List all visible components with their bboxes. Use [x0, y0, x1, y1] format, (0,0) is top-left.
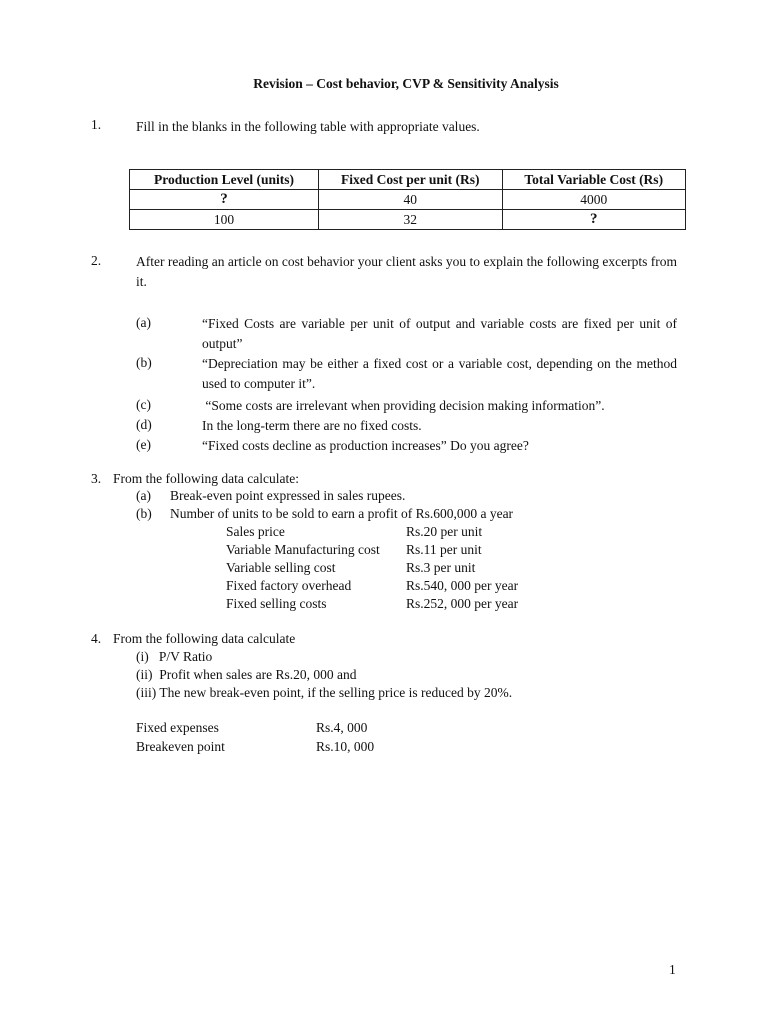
q3-data-label: Variable Manufacturing cost	[226, 542, 380, 557]
q2-item-label: (d)	[136, 417, 152, 432]
q2-item-text: “Fixed Costs are variable per unit of output and variable costs are fixed per unit of output”	[202, 316, 677, 351]
table-cell: 4000	[502, 190, 686, 210]
page-number: 1	[669, 962, 676, 977]
q2-item-text: “Some costs are irrelevant when providing decision making information”.	[202, 398, 605, 413]
table-header: Total Variable Cost (Rs)	[502, 170, 686, 190]
q1-text: Fill in the blanks in the following table with appropriate values.	[136, 119, 480, 134]
q2-item-text: “Fixed costs decline as production increases” Do you agree?	[202, 438, 529, 453]
q2-item-label: (c)	[136, 397, 151, 412]
table-cell: ?	[130, 190, 319, 210]
q3-data-label: Fixed selling costs	[226, 596, 327, 611]
q2-item-text: In the long-term there are no fixed costs.	[202, 418, 422, 433]
q3-data-label: Fixed factory overhead	[226, 578, 352, 593]
table-row	[130, 190, 686, 210]
table-row	[130, 210, 686, 230]
q3-data-value: Rs.252, 000 per year	[406, 596, 519, 611]
table-cell: 100	[130, 210, 319, 230]
q3-data-value: Rs.11 per unit	[406, 542, 482, 557]
table-cell: ?	[502, 210, 686, 230]
q3-text: From the following data calculate:	[113, 471, 299, 486]
table-header-row	[130, 170, 686, 190]
q4-item: (ii) Profit when sales are Rs.20, 000 and	[136, 667, 357, 682]
q4-item: (iii) The new break-even point, if the selling price is reduced by 20%.	[136, 685, 513, 700]
q2-item-label: (e)	[136, 437, 151, 452]
q3-data-label: Variable selling cost	[226, 560, 336, 575]
q3-data-label: Sales price	[226, 524, 285, 539]
q3-data-value: Rs.20 per unit	[406, 524, 483, 539]
q3-item-label: (a)	[136, 488, 151, 503]
table-header: Fixed Cost per unit (Rs)	[319, 170, 502, 190]
table-cell: 40	[319, 190, 502, 210]
q3-item-text: Number of units to be sold to earn a profit of Rs.600,000 a year	[170, 506, 514, 521]
q4-item: (i) P/V Ratio	[136, 649, 213, 664]
q2-item-label: (a)	[136, 315, 151, 330]
q4-text: From the following data calculate	[113, 631, 296, 646]
q2-text: After reading an article on cost behavior your client asks you to explain the following excerpts from it.	[136, 254, 677, 289]
q2-number: 2.	[91, 253, 102, 268]
q3-data-value: Rs.540, 000 per year	[406, 578, 519, 593]
table-cell: 32	[319, 210, 502, 230]
q4-data-label: Fixed expenses	[136, 720, 219, 735]
q3-data-value: Rs.3 per unit	[406, 560, 476, 575]
q3-item-label: (b)	[136, 506, 152, 521]
q3-item-text: Break-even point expressed in sales rupees.	[170, 488, 406, 503]
table-header: Production Level (units)	[130, 170, 319, 190]
q1-number: 1.	[91, 117, 102, 132]
q2-item-label: (b)	[136, 355, 152, 370]
q2-item-text: “Depreciation may be either a fixed cost or a variable cost, depending on the method used to computer it”.	[202, 356, 677, 391]
q4-data-value: Rs.4, 000	[316, 720, 368, 735]
q3-number: 3.	[91, 471, 102, 486]
q4-data-value: Rs.10, 000	[316, 739, 375, 754]
q1-table	[129, 169, 686, 230]
q4-number: 4.	[91, 631, 102, 646]
q4-data-label: Breakeven point	[136, 739, 225, 754]
page-title: Revision – Cost behavior, CVP & Sensitivity Analysis	[253, 76, 559, 91]
